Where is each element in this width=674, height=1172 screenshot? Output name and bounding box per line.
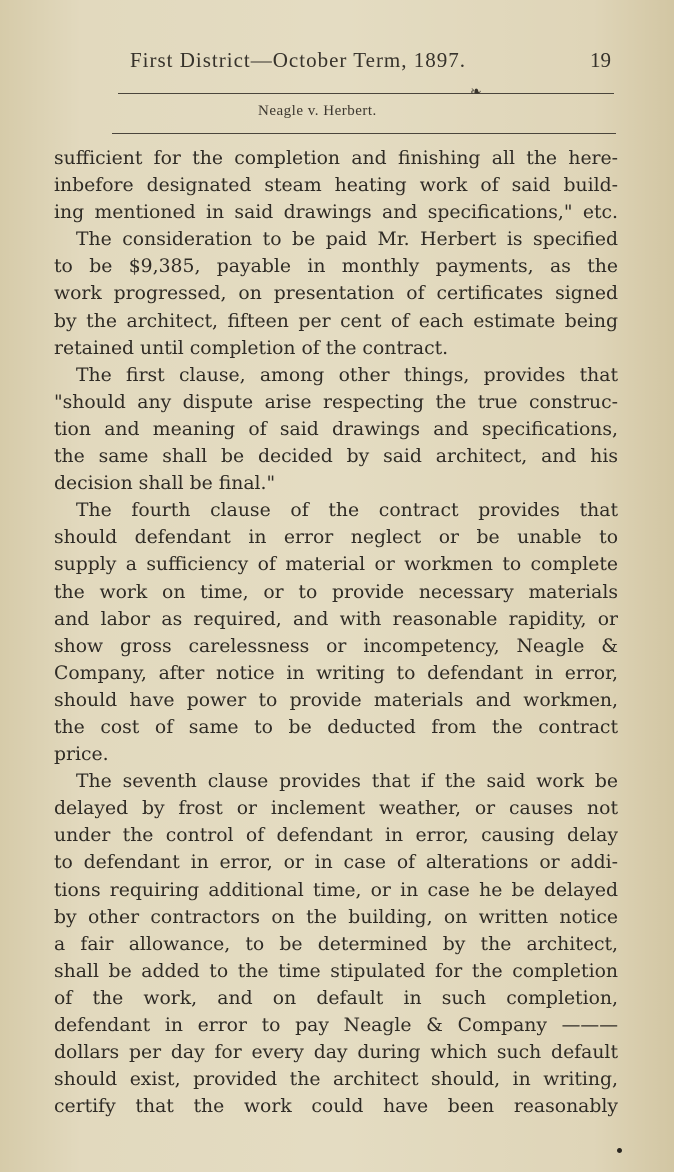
text-line: The seventh clause provides that if the said work be (76, 771, 618, 793)
header-rule-bottom (112, 133, 616, 134)
text-line: and labor as required, and with reasonable rapidity, or (54, 608, 618, 630)
text-line: to be $9,385, payable in monthly payments, as the (54, 256, 618, 278)
text-line: "should any dispute arise respecting the true construc- (54, 391, 618, 413)
text-line: retained until completion of the contract. (54, 337, 449, 359)
text-line: of the work, and on default in such completion, (54, 987, 618, 1009)
text-line: The consideration to be paid Mr. Herbert is specified (76, 229, 618, 251)
text-line: show gross carelessness or incompetency, Neagle & (54, 635, 618, 657)
text-line: by other contractors on the building, on written notice (54, 906, 618, 928)
text-line: a fair allowance, to be determined by the architect, (54, 933, 618, 955)
text-line: ing mentioned in said drawings and specifications," etc. (54, 202, 618, 224)
header-rule-top (118, 93, 614, 94)
text-line: to defendant in error, or in case of alterations or addi- (54, 852, 618, 874)
text-line: should exist, provided the architect should, in writing, (54, 1069, 618, 1091)
text-line: Company, after notice in writing to defendant in error, (54, 662, 618, 684)
case-title: Neagle v. Herbert. (258, 103, 377, 119)
text-line: should defendant in error neglect or be unable to (54, 527, 618, 549)
text-line: certify that the work could have been reasonably (54, 1096, 618, 1118)
text-line: work progressed, on presentation of certificates signed (54, 283, 618, 305)
text-line: the same shall be decided by said architect, and his (54, 446, 618, 468)
text-line: delayed by frost or inclement weather, or causes not (54, 798, 618, 820)
text-line: defendant in error to pay Neagle & Company ——— (54, 1015, 618, 1036)
text-line: dollars per day for every day during which such default (54, 1042, 618, 1064)
text-line: shall be added to the time stipulated for the completion (54, 960, 618, 982)
text-line: tions requiring additional time, or in case he be delayed (54, 879, 618, 901)
fleuron-icon: ❧ (470, 84, 482, 100)
page-number: 19 (590, 48, 611, 72)
text-line: decision shall be final." (54, 473, 276, 495)
body-text (54, 145, 618, 1120)
text-line: The first clause, among other things, provides that (76, 364, 618, 386)
text-line: price. (54, 744, 109, 766)
text-line: sufficient for the completion and finishing all the here- (54, 148, 618, 169)
text-line: tion and meaning of said drawings and specifications, (54, 418, 618, 440)
running-title: First District—October Term, 1897. (130, 48, 467, 72)
text-line: under the control of defendant in error, causing delay (54, 825, 618, 847)
text-line: supply a sufficiency of material or workmen to complete (54, 554, 618, 576)
text-line: inbefore designated steam heating work of said build- (54, 175, 618, 197)
text-line: by the architect, fifteen per cent of each estimate being (54, 310, 618, 332)
text-line: should have power to provide materials and workmen, (54, 689, 618, 711)
text-line: the cost of same to be deducted from the contract (54, 716, 618, 738)
text-line: The fourth clause of the contract provides that (76, 500, 618, 522)
text-line: the work on time, or to provide necessary materials (54, 581, 618, 603)
ink-dot (617, 1148, 622, 1153)
